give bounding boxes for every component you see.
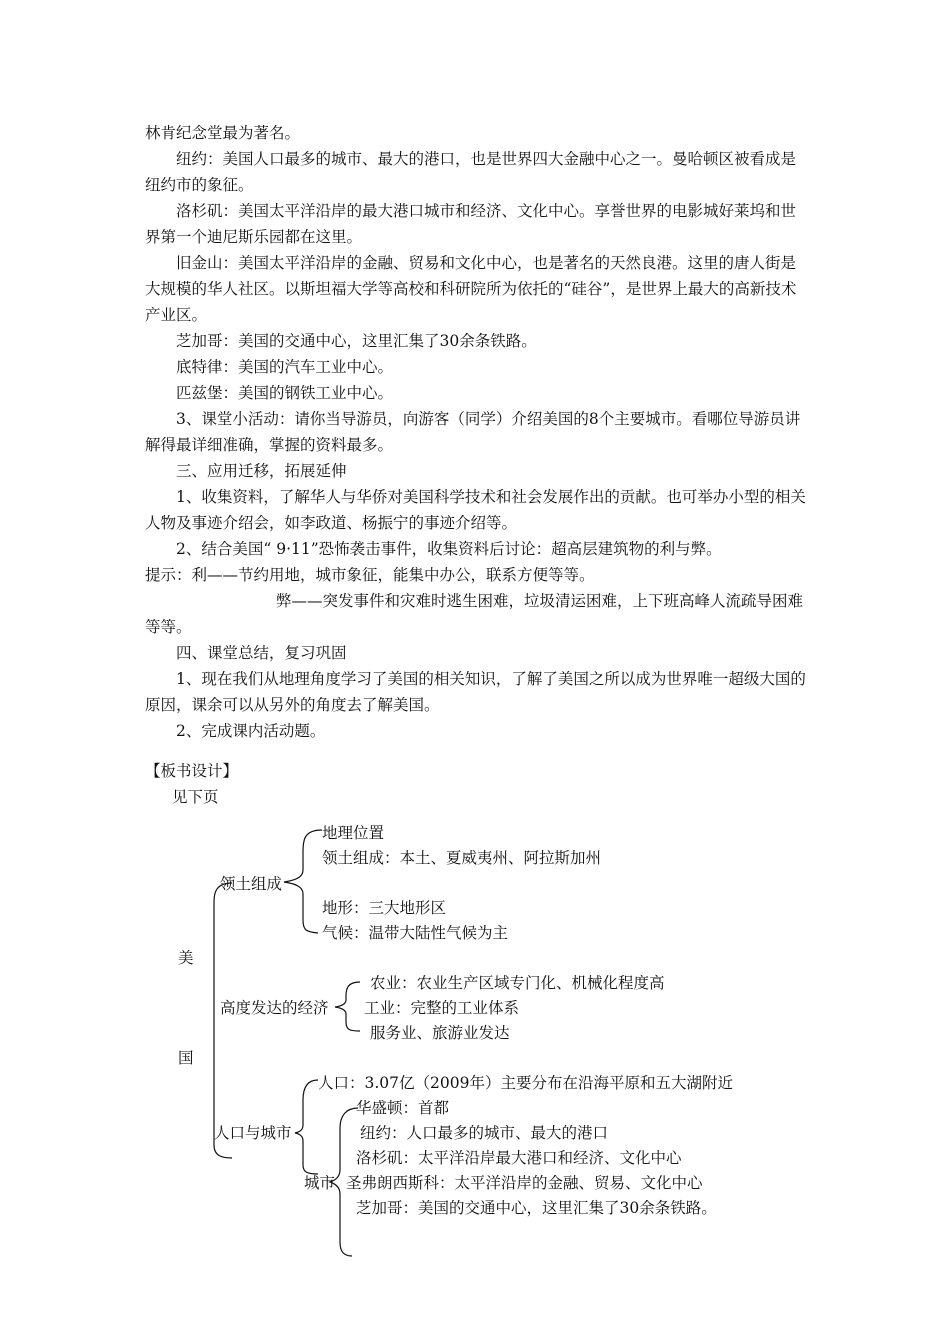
- branch1-brace: [284, 830, 322, 933]
- paragraph-collect: 1、收集资料，了解华人与华侨对美国科学技术和社会发展作出的贡献。也可举办小型的相关人物及事迹介绍会，如李政道、杨振宁的事迹介绍等。: [145, 488, 806, 532]
- branch3-brace: [295, 1080, 318, 1174]
- paragraph-hint: 提示：利——节约用地，城市象征，能集中办公，联系方便等等。: [145, 566, 595, 584]
- city-item-chicago: 芝加哥：美国的交通中心，这里汇集了30余条铁路。: [356, 1199, 717, 1217]
- see-next-page: 见下页: [172, 788, 219, 806]
- territory-item-location: 地理位置: [322, 824, 385, 842]
- population-item: 人口：3.07亿（2009年）主要分布在沿海平原和五大湖附近: [318, 1074, 733, 1092]
- economy-item-services: 服务业、旅游业发达: [370, 1024, 510, 1042]
- paragraph-chicago: 芝加哥：美国的交通中心，这里汇集了30余条铁路。: [176, 332, 537, 350]
- root-brace: [214, 883, 232, 1158]
- paragraph-activity-task: 2、完成课内活动题。: [176, 722, 326, 740]
- board-heading: 【板书设计】: [145, 762, 239, 780]
- paragraph-pittsburgh: 匹兹堡：美国的钢铁工业中心。: [176, 384, 394, 402]
- city-item-washington: 华盛顿：首都: [356, 1099, 450, 1117]
- branch-population-label: 人口与城市: [214, 1124, 292, 1142]
- branch2-brace: [335, 982, 360, 1031]
- city-item-los-angeles: 洛杉矶：太平洋沿岸最大港口和经济、文化中心: [356, 1149, 682, 1167]
- paragraph-san-francisco: 旧金山：美国太平洋沿岸的金融、贸易和文化中心，也是著名的天然良港。这里的唐人街是大规模的华人社区。以斯坦福大学等高校和科研院所为依托的“硅谷”，是世界上最大的高新技术产业区。: [145, 254, 797, 324]
- territory-item-climate: 气候：温带大陆性气候为主: [322, 924, 509, 942]
- paragraph-new-york: 纽约：美国人口最多的城市、最大的港口，也是世界四大金融中心之一。曼哈顿区被看成是纽约市的象征。: [145, 150, 797, 194]
- city-label: 城市: [304, 1174, 336, 1192]
- city-item-new-york: 纽约：人口最多的城市、最大的港口: [360, 1124, 609, 1142]
- branch-economy-label: 高度发达的经济: [220, 999, 329, 1017]
- city-item-san-francisco: 圣弗朗西斯科：太平洋沿岸的金融、贸易、文化中心: [346, 1174, 703, 1192]
- paragraph-activity: 3、课堂小活动：请你当导游员，向游客（同学）介绍美国的8个主要城市。看哪位导游员讲解得最详细准确，掌握的资料最多。: [145, 410, 801, 454]
- paragraph-drawback: 弊——突发事件和灾难时逃生困难，垃圾清运困难，上下班高峰人流疏导困难等等。: [145, 592, 804, 636]
- paragraph-911: 2、结合美国“ 9·11”恐怖袭击事件，收集资料后讨论：超高层建筑物的利与弊。: [176, 540, 722, 558]
- root-char-1: 美: [178, 949, 194, 967]
- territory-item-composition: 领土组成：本土、夏威夷州、阿拉斯加州: [322, 849, 602, 867]
- root-char-2: 国: [178, 1049, 194, 1067]
- territory-item-terrain: 地形：三大地形区: [322, 899, 447, 917]
- branch-territory-label: 领土组成: [220, 875, 283, 893]
- section-heading-3: 三、应用迁移，拓展延伸: [176, 462, 347, 480]
- economy-item-industry: 工业：完整的工业体系: [364, 999, 520, 1017]
- paragraph-summary: 1、现在我们从地理角度学习了美国的相关知识，了解了美国之所以成为世界唯一超级大国的原因，课余可以从另外的角度去了解美国。: [145, 670, 806, 714]
- economy-item-agriculture: 农业：农业生产区域专门化、机械化程度高: [370, 974, 665, 992]
- paragraph-lincoln: 林肯纪念堂最为著名。: [145, 124, 301, 142]
- section-heading-4: 四、课堂总结，复习巩固: [176, 644, 347, 662]
- paragraph-los-angeles: 洛杉矶：美国太平洋沿岸的最大港口城市和经济、文化中心。享誉世界的电影城好莱坞和世界第一个迪尼斯乐园都在这里。: [145, 202, 797, 246]
- paragraph-detroit: 底特律：美国的汽车工业中心。: [176, 358, 394, 376]
